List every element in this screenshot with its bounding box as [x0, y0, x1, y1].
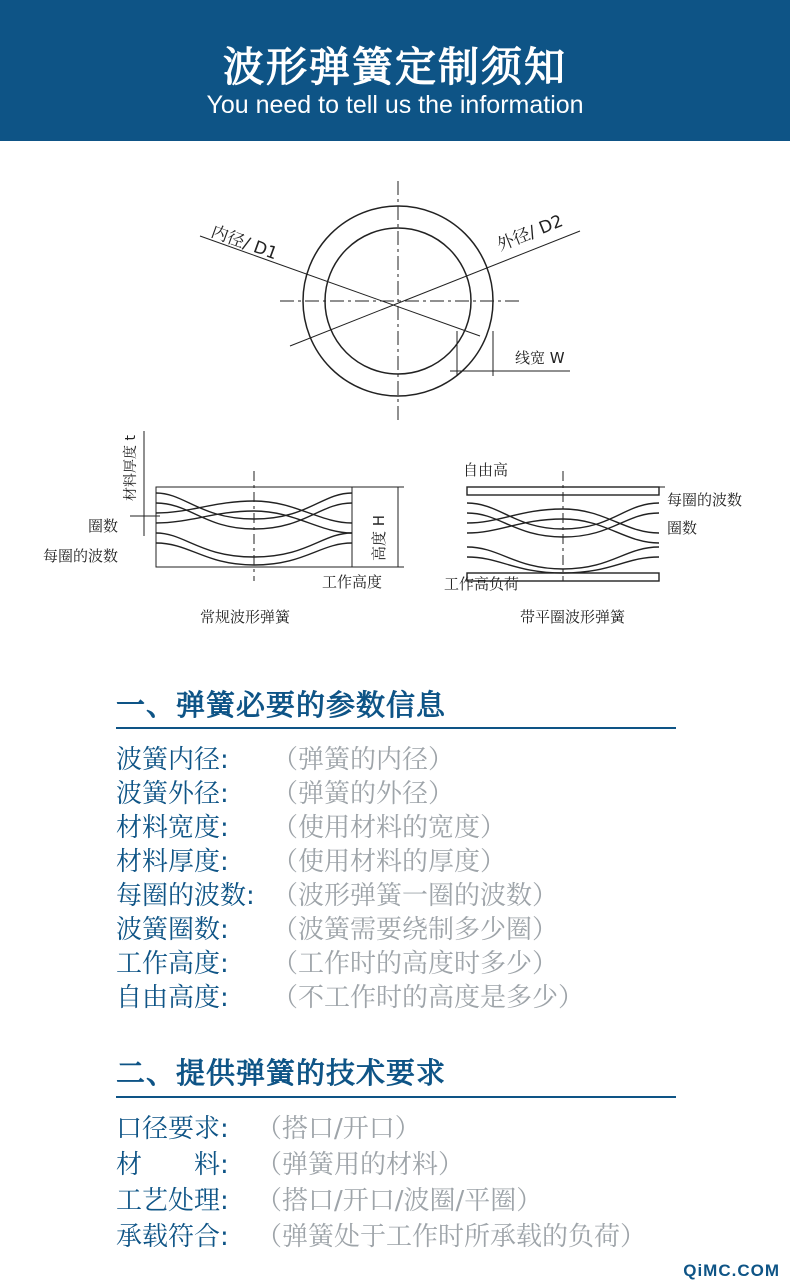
wire-width-label: 线宽 W	[515, 349, 565, 367]
requirement-key: 材 料:	[116, 1150, 229, 1180]
param-key: 材料厚度:	[116, 847, 229, 877]
watermark-logo: QiMC.COM	[683, 1261, 780, 1280]
param-value: （波形弹簧一圈的波数）	[272, 881, 559, 911]
page-header	[0, 0, 790, 141]
requirement-value: （弹簧处于工作时所承载的负荷）	[256, 1222, 647, 1252]
param-value: （使用材料的宽度）	[272, 813, 507, 843]
requirement-row	[116, 1108, 421, 1144]
waves-per-coil-label: 每圈的波数	[43, 547, 119, 565]
param-row	[116, 807, 507, 843]
height-label: 高度 H	[370, 514, 388, 561]
free-height-label: 自由高	[463, 461, 509, 479]
requirement-value: （弹簧用的材料）	[256, 1150, 465, 1180]
requirement-key: 承载符合:	[116, 1222, 229, 1252]
requirement-value: （搭口/开口/波圈/平圈）	[256, 1186, 543, 1216]
requirement-row	[116, 1216, 647, 1252]
section-divider	[116, 727, 676, 729]
regular-spring-caption: 常规波形弹簧	[200, 608, 291, 626]
param-key: 波簧圈数:	[116, 915, 229, 945]
section-title-required-params: 一、弹簧必要的参数信息	[116, 688, 447, 722]
param-key: 材料宽度:	[116, 813, 229, 843]
param-row	[116, 977, 585, 1013]
param-row	[116, 773, 455, 809]
work-load-label: 工作高负荷	[444, 575, 520, 593]
param-value: （工作时的高度时多少）	[272, 949, 559, 979]
param-key: 自由高度:	[116, 983, 229, 1013]
param-row	[116, 909, 559, 945]
section-divider	[116, 1096, 676, 1098]
work-height-label: 工作高度	[322, 573, 383, 591]
regular-wave-spring-side	[130, 431, 404, 581]
section-title-tech-requirements: 二、提供弹簧的技术要求	[116, 1056, 447, 1090]
spring-technical-drawing	[0, 141, 790, 661]
waves-per-coil-label-2: 每圈的波数	[667, 491, 743, 509]
param-value: （使用材料的厚度）	[272, 847, 507, 877]
thickness-label: 材料厚度 t	[123, 435, 139, 501]
requirement-value: （搭口/开口）	[256, 1114, 421, 1144]
requirement-key: 口径要求:	[116, 1114, 229, 1144]
param-key: 工作高度:	[116, 949, 229, 979]
param-row	[116, 943, 559, 979]
flat-coil-wave-spring-side	[467, 471, 665, 581]
page-subtitle: You need to tell us the information	[206, 91, 584, 119]
flat-coil-spring-caption: 带平圈波形弹簧	[520, 608, 626, 626]
coils-label: 圈数	[88, 517, 119, 535]
param-value: （波簧需要绕制多少圈）	[272, 915, 559, 945]
coils-label-2: 圈数	[667, 519, 698, 537]
requirement-row	[116, 1180, 543, 1216]
param-value: （弹簧的外径）	[272, 779, 455, 809]
param-row	[116, 875, 559, 911]
param-key: 波簧内径:	[116, 745, 229, 775]
requirement-row	[116, 1144, 465, 1180]
requirement-key: 工艺处理:	[116, 1186, 229, 1216]
page-title: 波形弹簧定制须知	[223, 43, 567, 91]
param-value: （不工作时的高度是多少）	[272, 983, 585, 1013]
param-key: 波簧外径:	[116, 779, 229, 809]
param-row	[116, 841, 507, 877]
param-value: （弹簧的内径）	[272, 745, 455, 775]
inner-diameter-label: 内径/ D1	[208, 221, 281, 265]
param-row	[116, 739, 455, 775]
param-key: 每圈的波数:	[116, 881, 255, 911]
outer-diameter-label: 外径/ D2	[494, 211, 566, 256]
ring-top-view	[200, 181, 580, 424]
